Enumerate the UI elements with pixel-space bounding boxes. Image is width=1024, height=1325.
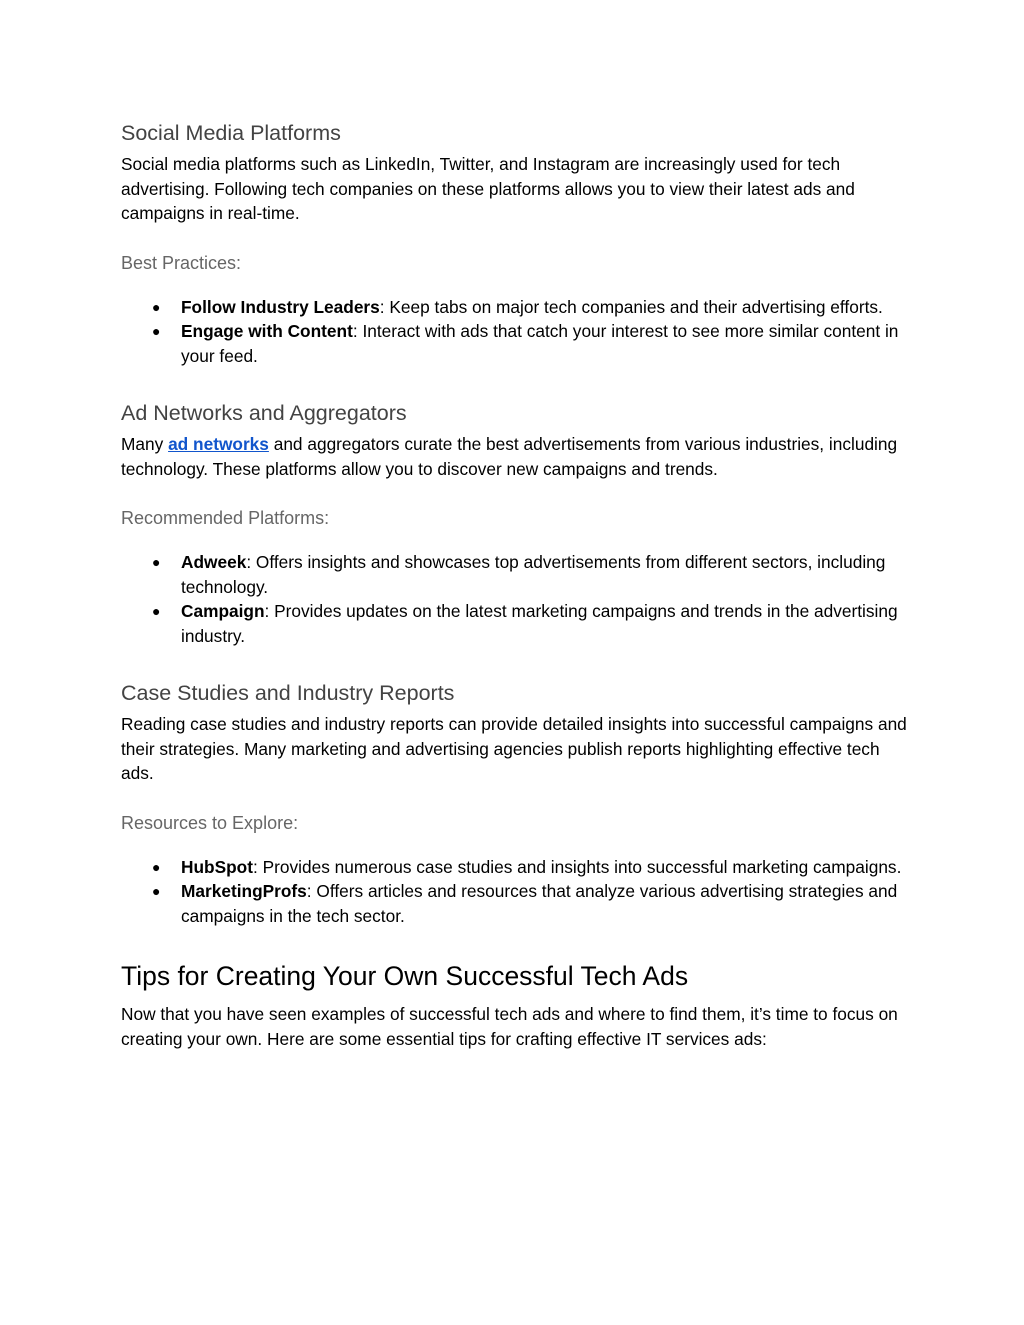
bullet-icon: ● [152,323,161,339]
list-item [121,879,911,928]
list-item-text: : Provides numerous case studies and insights into successful marketing campaigns. [253,856,902,877]
list-item-term: HubSpot [181,856,253,877]
bullet-icon: ● [152,858,161,875]
list-item-term: Campaign [181,601,265,621]
list-item-term: MarketingProfs [181,881,307,901]
bullet-list-resources [121,855,911,929]
list-item-text: : Provides updates on the latest marketing campaigns and trends in the advertising industry. [181,601,898,646]
list-item [121,319,911,368]
subheading-recommended-platforms: Recommended Platforms: [121,508,330,528]
subheading-best-practices: Best Practices: [121,252,242,273]
bullet-list-best-practices [121,295,911,369]
list-item [121,550,911,599]
section-heading-social-media: Social Media Platforms [121,121,341,145]
section-heading-case-studies: Case Studies and Industry Reports [121,681,455,705]
list-item-text: : Offers articles and resources that analyze various advertising strategies and campaigns in the tech sector. [181,881,898,926]
list-item-term: Follow Industry Leaders [181,296,380,317]
bullet-icon: ● [152,298,161,315]
list-item [121,855,911,880]
bullet-icon: ● [152,603,161,619]
tips-body: Now that you have seen examples of successful tech ads and where to find them, it’s time to focus on creating your own. Here are some essential tips for crafting effective IT services ads: [121,1004,898,1049]
list-item-term: Engage with Content [181,321,353,341]
list-item [121,599,911,648]
ad-networks-link[interactable]: ad networks [168,434,269,454]
list-item-term: Adweek [181,552,247,572]
list-item-text: : Interact with ads that catch your interest to see more similar content in your feed. [181,321,899,366]
body-text-post: and aggregators curate the best advertisements from various industries, including technology. These platforms allow you to discover new campaigns and trends. [121,434,898,479]
list-item [121,295,911,320]
bullet-list-recommended-platforms [121,550,911,648]
bullet-icon: ● [152,883,161,899]
list-item-text: : Keep tabs on major tech companies and their advertising efforts. [379,296,883,317]
section-heading-ad-networks: Ad Networks and Aggregators [121,401,407,425]
document-page [121,118,911,1051]
section-body-ad-networks [121,432,911,481]
subheading-resources-to-explore: Resources to Explore: [121,812,299,833]
section-body-case-studies: Reading case studies and industry reports can provide detailed insights into successful campaigns and their strategies. Many marketing and advertising agencies publish reports highlighting effective tech ads. [121,714,907,783]
bullet-icon: ● [152,554,161,570]
tips-heading: Tips for Creating Your Own Successful Tech Ads [121,961,689,991]
section-body-social-media: Social media platforms such as LinkedIn, Twitter, and Instagram are increasingly used for tech advertising. Following tech companies on these platforms allows you to view their latest ads and campaigns in real-time. [121,154,855,223]
body-text-pre: Many [121,434,169,454]
list-item-text: : Offers insights and showcases top advertisements from different sectors, including technology. [181,552,886,597]
